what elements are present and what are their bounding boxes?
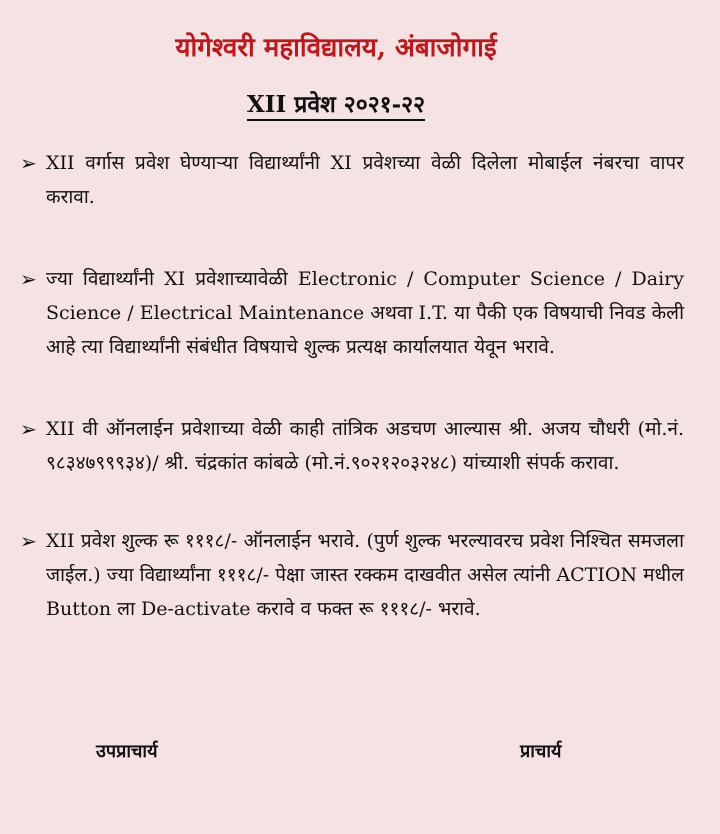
notice-point-text: XII वी ऑनलाईन प्रवेशाच्या वेळी काही तांत्रिक अडचण आल्यास श्री. अजय चौधरी (मो.नं. ९८३४७९९९३४)/ श्री. चंद्रकांत कांबळे (मो.नं.९०२१२०३२४८) यांच्याशी संपर्क करावा. <box>46 418 684 474</box>
notice-point-3 <box>20 412 684 480</box>
signature-block <box>0 738 720 768</box>
principal-signature: प्राचार्य <box>520 741 562 762</box>
notice-point-text: XII वर्गास प्रवेश घेण्याऱ्या विद्यार्थ्यांनी XI प्रवेशच्या वेळी दिलेला मोबाईल नंबरचा वापर करावा. <box>46 152 684 208</box>
notice-points <box>20 146 684 626</box>
notice-title-text: XII प्रवेश २०२१-२२ <box>247 91 425 121</box>
arrow-bullet-icon: ➢ <box>20 151 37 175</box>
notice-point-text: ज्या विद्यार्थ्यांनी XI प्रवेशाच्यावेळी Electronic / Computer Science / Dairy Science / Electrical Maintenance अथवा I.T. या पैकी एक विषयाची निवड केली आहे त्या विद्यार्थ्यांनी संबंधीत विषयाचे शुल्क प्रत्यक्ष कार्यालयात येवून भरावे. <box>46 268 684 358</box>
arrow-bullet-icon: ➢ <box>20 529 37 553</box>
arrow-bullet-icon: ➢ <box>20 267 37 291</box>
notice-title <box>0 88 672 122</box>
notice-point-4 <box>20 524 684 626</box>
notice-point-text: XII प्रवेश शुल्क रू १११८/- ऑनलाईन भरावे. (पुर्ण शुल्क भरल्यावरच प्रवेश निश्चित समजला जाईल.) ज्या विद्यार्थ्यांना १११८/- पेक्षा जास्त रक्कम दाखवीत असेल त्यांनी ACTION मधील Button ला De-activate करावे व फक्त रू १११८/- भरावे. <box>46 530 684 620</box>
notice-point-2 <box>20 262 684 364</box>
vice-principal-signature: उपप्राचार्य <box>96 741 158 762</box>
college-name: योगेश्वरी महाविद्यालय, अंबाजोगाई <box>175 33 497 63</box>
notice-point-1 <box>20 146 684 214</box>
arrow-bullet-icon: ➢ <box>20 417 37 441</box>
